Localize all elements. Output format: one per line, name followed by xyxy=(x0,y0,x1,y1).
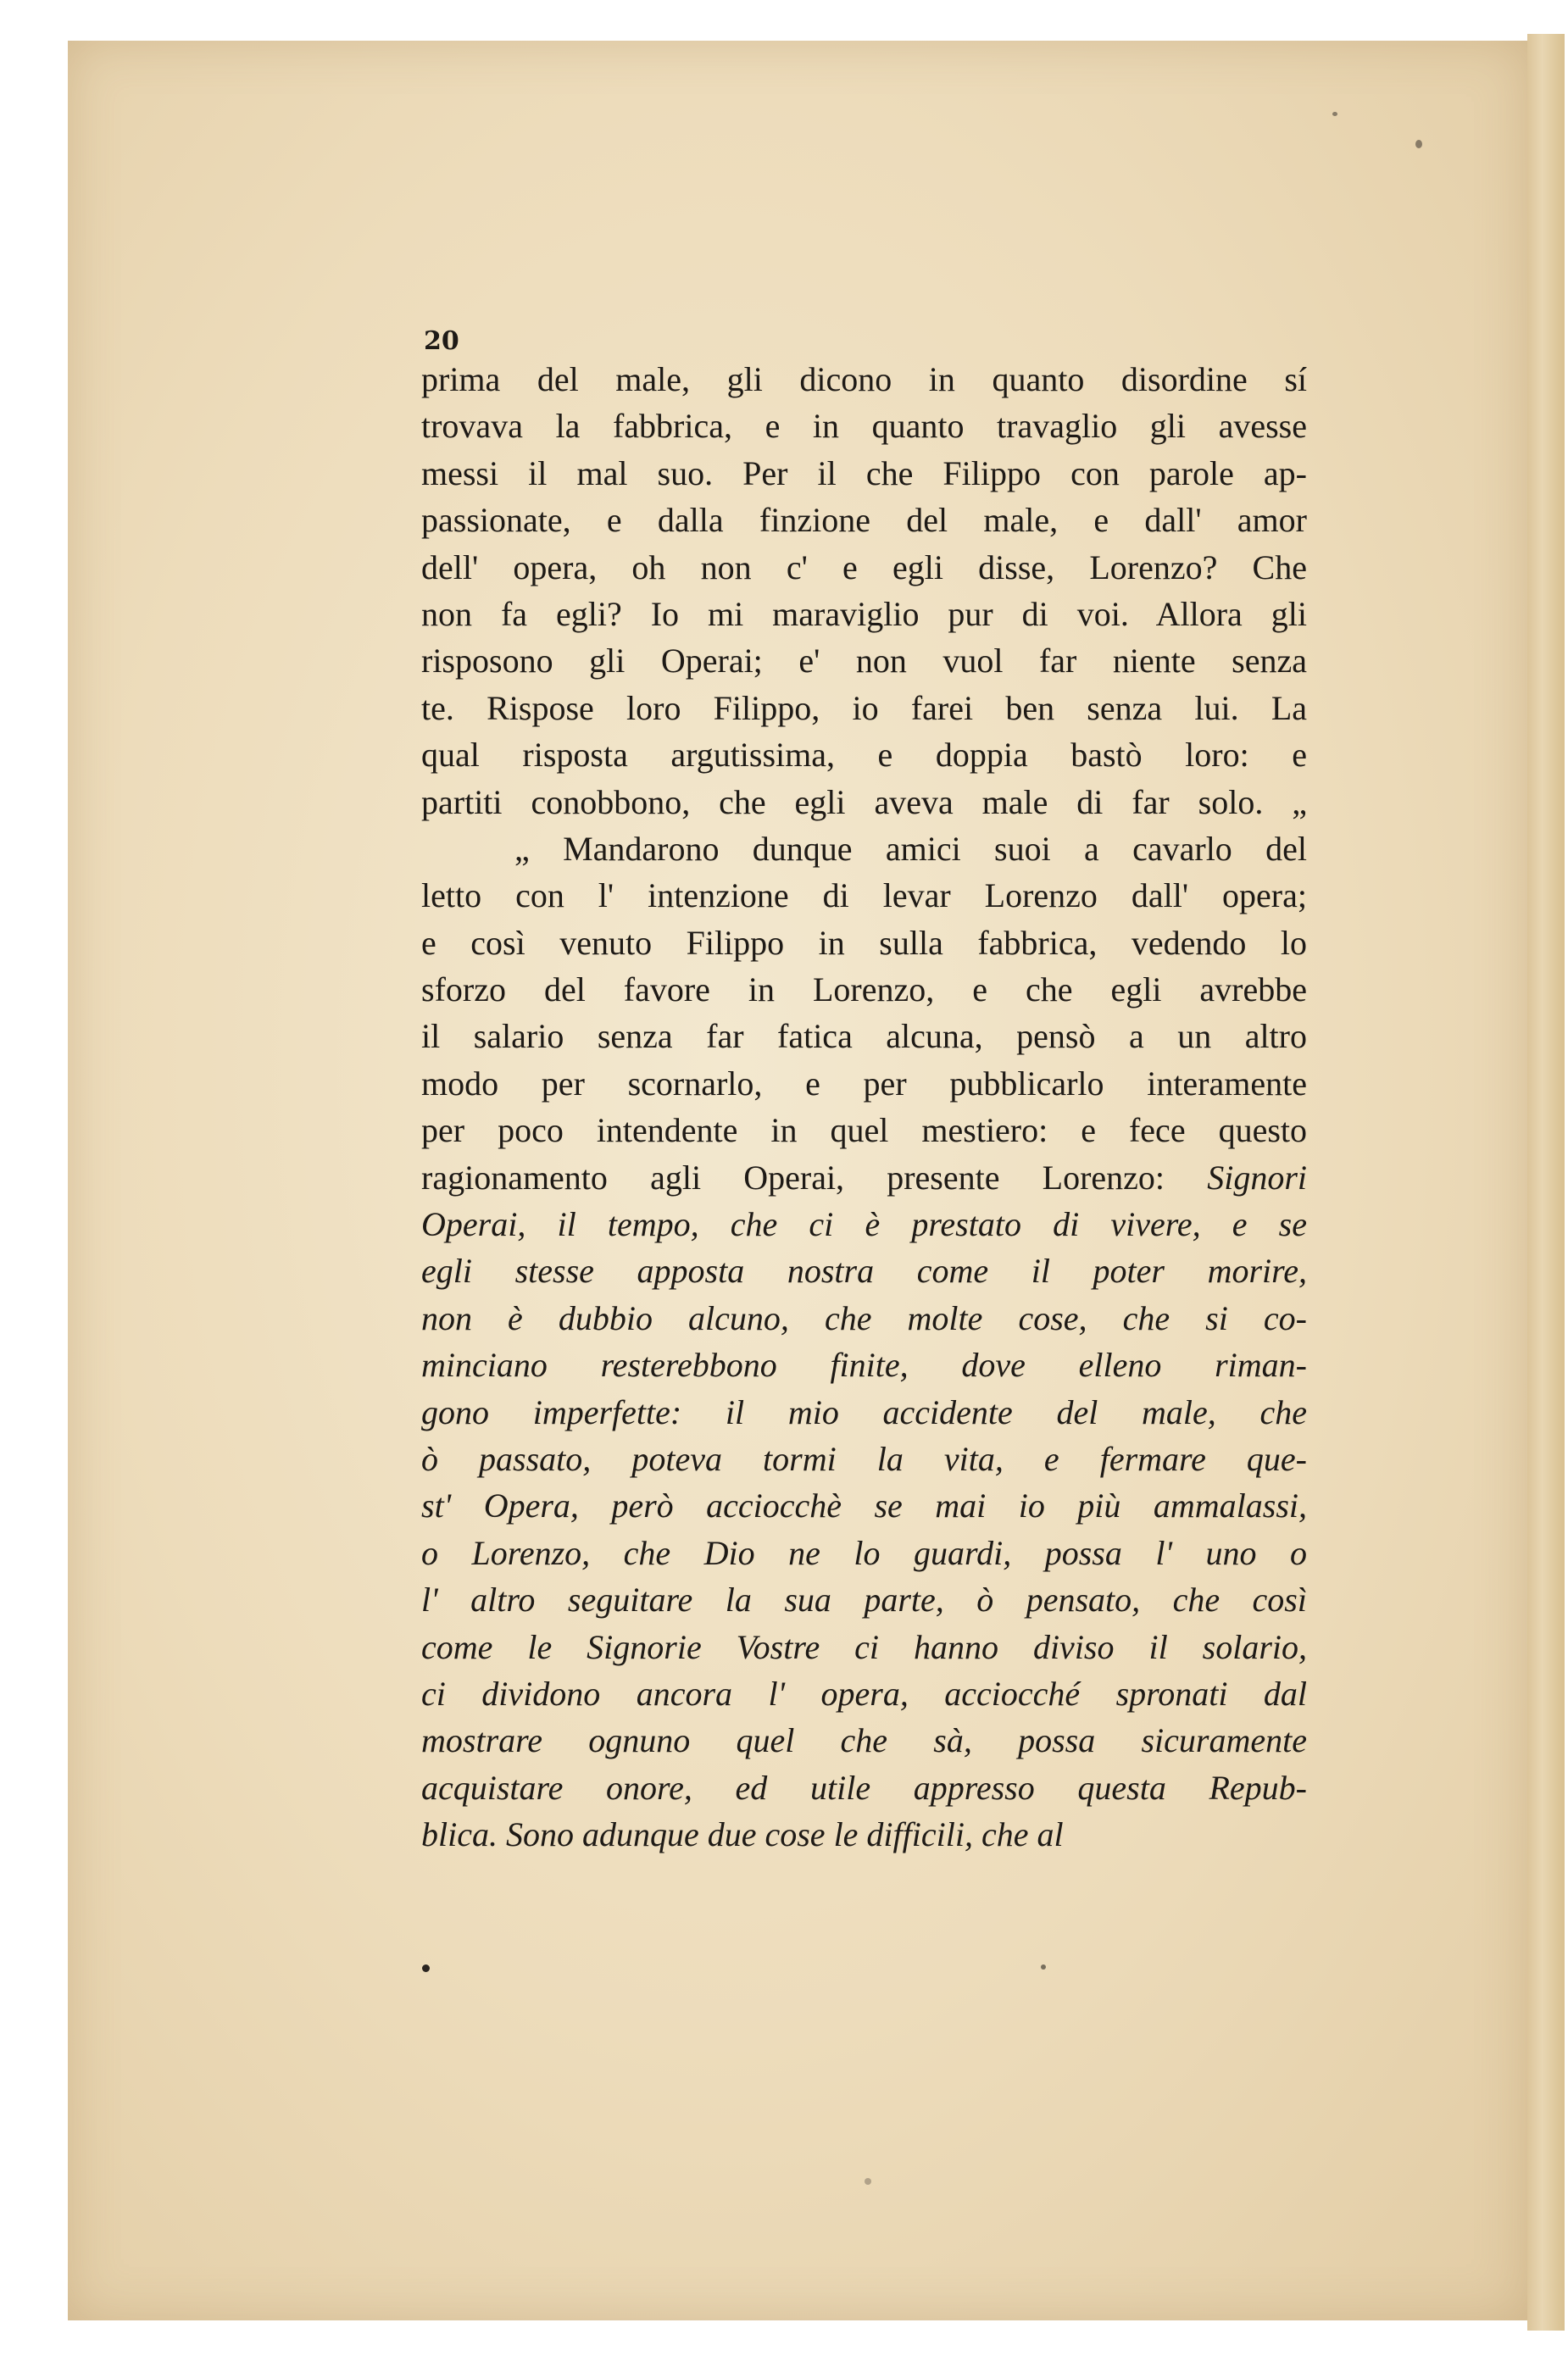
text-line-paragraph-start: „ Mandarono dunque amici suoi a cavarlo del xyxy=(514,829,1307,868)
italic-line: minciano resterebbono finite, dove elleno riman- xyxy=(421,1346,1307,1385)
text-line: letto con l' intenzione di levar Lorenzo dall' opera; xyxy=(421,876,1307,915)
ink-speck xyxy=(865,2178,871,2185)
italic-line: egli stesse apposta nostra come il poter morire, xyxy=(421,1252,1307,1291)
text-line: qual risposta argutissima, e doppia bastò loro: e xyxy=(421,736,1307,775)
text-segment: ragionamento agli Operai, presente Lorenzo: xyxy=(421,1158,1165,1197)
italic-line: ò passato, poteva tormi la vita, e fermare que- xyxy=(421,1439,1307,1478)
text-line: risposono gli Operai; e' non vuol far niente senza xyxy=(421,642,1307,681)
text-line: prima del male, gli dicono in quanto disordine sí xyxy=(421,360,1307,398)
ink-speck xyxy=(1041,1964,1046,1970)
italic-line: blica. Sono adunque due cose le difficili, che al xyxy=(421,1815,1064,1854)
italic-line: Operai, il tempo, che ci è prestato di vivere, e se xyxy=(421,1205,1307,1244)
text-line: te. Rispose loro Filippo, io farei ben senza lui. La xyxy=(421,688,1307,727)
italic-line: gono imperfette: il mio accidente del male, che xyxy=(421,1392,1307,1431)
body-text xyxy=(421,356,1307,1859)
ink-speck xyxy=(1332,112,1337,116)
text-line: sforzo del favore in Lorenzo, e che egli avrebbe xyxy=(421,970,1307,1009)
italic-line: o Lorenzo, che Dio ne lo guardi, possa l' uno o xyxy=(421,1533,1307,1572)
text-line: e così venuto Filippo in sulla fabbrica, vedendo lo xyxy=(421,923,1307,962)
italic-line: non è dubbio alcuno, che molte cose, che si co- xyxy=(421,1298,1307,1337)
text-line: modo per scornarlo, e per pubblicarlo interamente xyxy=(421,1064,1307,1103)
text-line: non fa egli? Io mi maraviglio pur di voi. Allora gli xyxy=(421,594,1307,633)
italic-line: acquistare onore, ed utile appresso questa Repub- xyxy=(421,1768,1307,1807)
italic-line: l' altro seguitare la sua parte, ò pensato, che così xyxy=(421,1581,1307,1620)
text-line: trovava la fabbrica, e in quanto travaglio gli avesse xyxy=(421,407,1307,446)
text-line: il salario senza far fatica alcuna, pensò a un altro xyxy=(421,1017,1307,1056)
ink-speck xyxy=(422,1964,430,1972)
text-line: dell' opera, oh non c' e egli disse, Lorenzo? Che xyxy=(421,547,1307,586)
text-line: messi il mal suo. Per il che Filippo con parole ap- xyxy=(421,453,1307,492)
italic-line: ci dividono ancora l' opera, acciocché spronati dal xyxy=(421,1674,1307,1713)
italic-line: mostrare ognuno quel che sà, possa sicuramente xyxy=(421,1721,1307,1760)
italic-line: come le Signorie Vostre ci hanno diviso il solario, xyxy=(421,1627,1307,1666)
text-line-mixed xyxy=(421,1154,1307,1201)
page-number: 20 xyxy=(424,326,459,356)
adjacent-page-edge xyxy=(1527,34,1565,2331)
text-line: passionate, e dalla finzione del male, e dall' amor xyxy=(421,501,1307,540)
text-line: per poco intendente in quel mestiero: e fece questo xyxy=(421,1111,1307,1150)
text-line: partiti conobbono, che egli aveva male di far solo. „ xyxy=(421,782,1307,821)
ink-speck xyxy=(1415,140,1422,148)
italic-segment: Signori xyxy=(1207,1158,1307,1197)
italic-line: st' Opera, però acciocchè se mai io più ammalassi, xyxy=(421,1486,1307,1525)
